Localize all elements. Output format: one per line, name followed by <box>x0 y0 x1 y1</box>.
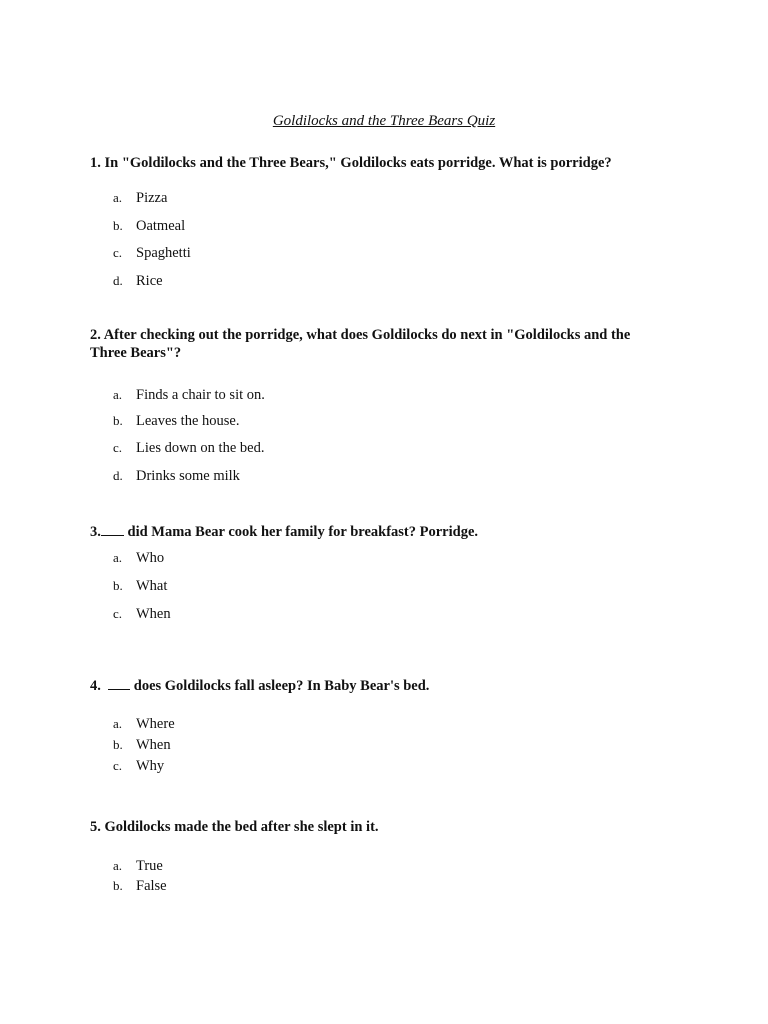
question-5-option-b <box>113 877 167 895</box>
question-4 <box>90 676 690 695</box>
question-2-option-c <box>113 439 264 457</box>
question-2-line-1: 2. After checking out the porridge, what does Goldilocks do next in "Goldilocks and the <box>90 327 631 343</box>
question-3-text: did Mama Bear cook her family for breakfast? Porridge. <box>123 524 479 540</box>
option-letter: a. <box>113 550 123 565</box>
question-1-option-c <box>113 244 191 262</box>
question-1: 1. In "Goldilocks and the Three Bears," Goldilocks eats porridge. What is porridge? <box>90 155 612 171</box>
option-text: Leaves the house. <box>136 413 240 429</box>
option-text: True <box>136 858 163 874</box>
question-2 <box>90 326 730 362</box>
question-2-option-a <box>113 386 265 404</box>
option-letter: c. <box>113 758 123 773</box>
option-text: Rice <box>136 273 163 289</box>
question-3-option-b <box>113 577 167 595</box>
question-3 <box>90 522 690 541</box>
option-letter: c. <box>113 606 123 621</box>
option-letter: b. <box>113 737 123 752</box>
option-text: When <box>136 606 171 622</box>
option-text: False <box>136 878 167 894</box>
option-letter: b. <box>113 578 123 593</box>
option-text: What <box>136 578 168 594</box>
option-letter: d. <box>113 468 123 483</box>
option-letter: c. <box>113 245 123 260</box>
option-text: Spaghetti <box>136 245 191 261</box>
answer-blank <box>108 676 130 690</box>
option-letter: c. <box>113 440 123 455</box>
question-2-option-b <box>113 412 239 430</box>
option-letter: b. <box>113 413 123 428</box>
question-2-option-d <box>113 467 240 485</box>
option-letter: b. <box>113 878 123 893</box>
option-letter: d. <box>113 273 123 288</box>
question-4-number: 4. <box>90 678 101 694</box>
question-1-option-b <box>113 217 185 235</box>
question-4-option-c <box>113 757 164 775</box>
question-5: 5. Goldilocks made the bed after she slept in it. <box>90 819 379 835</box>
question-1-option-d <box>113 272 163 290</box>
question-2-line-2: Three Bears"? <box>90 345 182 361</box>
option-text: Oatmeal <box>136 218 186 234</box>
option-text: Why <box>136 758 165 774</box>
option-text: Lies down on the bed. <box>136 440 265 456</box>
option-text: Finds a chair to sit on. <box>136 387 265 403</box>
question-3-option-a <box>113 549 164 567</box>
question-3-option-c <box>113 605 171 623</box>
option-text: Who <box>136 550 165 566</box>
option-letter: a. <box>113 190 123 205</box>
quiz-title: Goldilocks and the Three Bears Quiz <box>272 113 496 129</box>
question-5-option-a <box>113 857 163 875</box>
question-4-text: does Goldilocks fall asleep? In Baby Bear's bed. <box>130 678 430 694</box>
question-4-option-a <box>113 715 175 733</box>
question-1-option-a <box>113 189 167 207</box>
option-letter: a. <box>113 716 123 731</box>
option-letter: b. <box>113 218 123 233</box>
question-4-option-b <box>113 736 171 754</box>
question-3-number: 3. <box>90 524 101 540</box>
option-text: When <box>136 737 171 753</box>
option-text: Drinks some milk <box>136 468 240 484</box>
option-letter: a. <box>113 858 123 873</box>
option-text: Pizza <box>136 190 168 206</box>
option-text: Where <box>136 716 175 732</box>
option-letter: a. <box>113 387 123 402</box>
answer-blank <box>101 522 124 536</box>
